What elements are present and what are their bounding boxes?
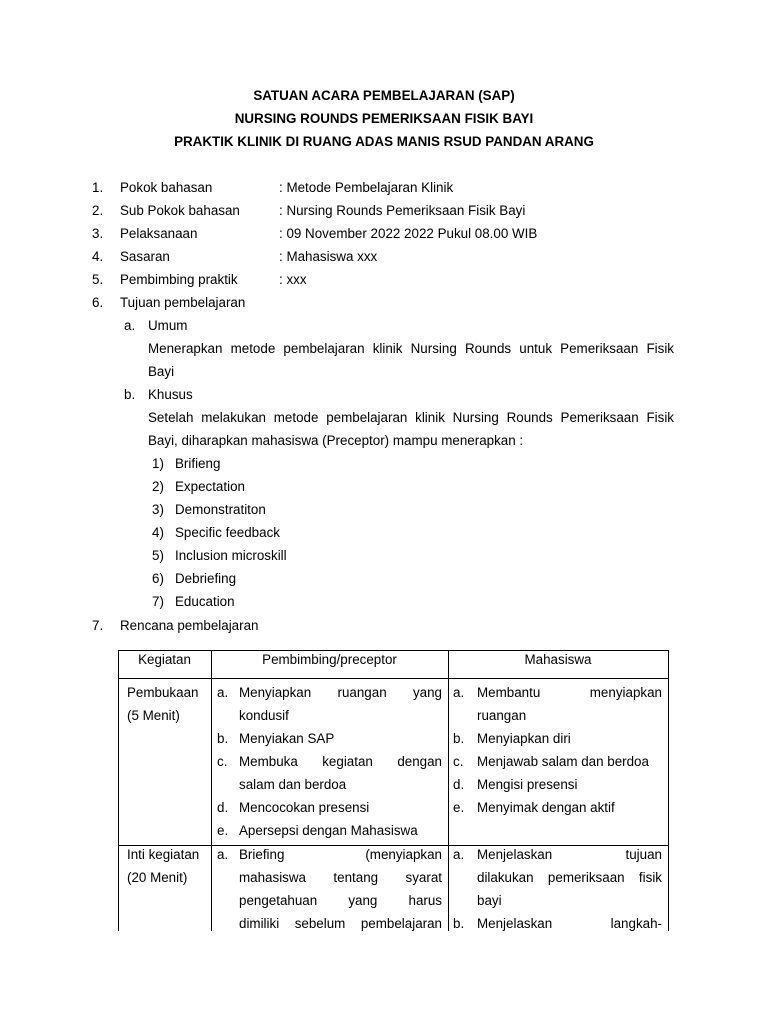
mahasiswa-text: bayi: [477, 893, 502, 908]
title-line-1: SATUAN ACARA PEMBELAJARAN (SAP): [253, 88, 515, 103]
preceptor-letter: d.: [217, 800, 229, 815]
mahasiswa-text: Menjelaskan langkah-: [477, 916, 662, 931]
list-number: 6): [152, 571, 164, 586]
mahasiswa-text: Menyimak dengan aktif: [477, 800, 615, 815]
mahasiswa-letter: d.: [453, 777, 465, 792]
item-label: Pokok bahasan: [120, 180, 213, 195]
mahasiswa-text: ruangan: [477, 708, 527, 723]
table-border-left: [118, 650, 119, 931]
item-rencana-pembelajaran: Rencana pembelajaran: [120, 618, 259, 633]
title-line-2: NURSING ROUNDS PEMERIKSAAN FISIK BAYI: [234, 111, 534, 126]
khusus-text-line-1: Setelah melakukan metode pembelajaran klinik Nursing Rounds Pemeriksaan Fisik: [148, 410, 674, 425]
preceptor-letter: a.: [217, 847, 229, 862]
preceptor-text: Mencocokan presensi: [239, 800, 370, 815]
item-value: : 09 November 2022 2022 Pukul 08.00 WIB: [279, 226, 538, 241]
table-border-top: [118, 650, 669, 651]
list-item-text: Education: [175, 594, 235, 609]
kegiatan-inti-duration: (20 Menit): [127, 870, 188, 885]
list-number: 3): [152, 502, 164, 517]
item-number: 7.: [92, 618, 104, 633]
mahasiswa-text: Menjelaskan tujuan: [477, 847, 662, 862]
preceptor-text: dimiliki sebelum pembelajaran: [239, 916, 442, 931]
item-label: Pelaksanaan: [120, 226, 198, 241]
preceptor-text: Membuka kegiatan dengan: [239, 754, 442, 769]
item-number: 6.: [92, 295, 104, 310]
list-item-text: Inclusion microskill: [175, 548, 287, 563]
list-item-text: Expectation: [175, 479, 245, 494]
table-col-divider-2: [448, 650, 449, 931]
table-col-divider-1: [211, 650, 212, 931]
preceptor-text: salam dan berdoa: [239, 777, 347, 792]
title-line-3: PRAKTIK KLINIK DI RUANG ADAS MANIS RSUD PANDAN ARANG: [174, 134, 594, 149]
kegiatan-inti: Inti kegiatan: [127, 847, 200, 862]
table-header-preceptor: Pembimbing/preceptor: [262, 652, 397, 667]
item-value: : Nursing Rounds Pemeriksaan Fisik Bayi: [279, 203, 526, 218]
list-number: 1): [152, 456, 164, 471]
item-number: 2.: [92, 203, 104, 218]
item-label: Tujuan pembelajaran: [120, 295, 246, 310]
table-header-mahasiswa: Mahasiswa: [524, 652, 592, 667]
sub-item-letter: a.: [124, 318, 136, 333]
item-label: Pembimbing praktik: [120, 272, 238, 287]
mahasiswa-text: dilakukan pemeriksaan fisik: [477, 870, 662, 885]
mahasiswa-text: Menjawab salam dan berdoa: [477, 754, 649, 769]
table-border-right: [668, 650, 669, 931]
list-item-text: Debriefing: [175, 571, 237, 586]
list-number: 5): [152, 548, 164, 563]
preceptor-text: kondusif: [239, 708, 289, 723]
table-row-divider: [118, 845, 669, 846]
mahasiswa-text: Menyiapkan diri: [477, 731, 571, 746]
mahasiswa-letter: b.: [453, 916, 465, 931]
preceptor-letter: c.: [217, 754, 228, 769]
item-label: Sasaran: [120, 249, 170, 264]
preceptor-letter: e.: [217, 823, 229, 838]
umum-text-line-2: Bayi: [148, 364, 175, 379]
kegiatan-pembukaan-duration: (5 Menit): [127, 708, 180, 723]
item-value: : Mahasiswa xxx: [279, 249, 378, 264]
mahasiswa-text: Mengisi presensi: [477, 777, 578, 792]
list-number: 4): [152, 525, 164, 540]
preceptor-text: Menyiakan SAP: [239, 731, 335, 746]
preceptor-text: Menyiapkan ruangan yang: [239, 685, 442, 700]
preceptor-letter: a.: [217, 685, 229, 700]
item-number: 1.: [92, 180, 104, 195]
table-header-kegiatan: Kegiatan: [138, 652, 191, 667]
sub-item-letter: b.: [124, 387, 136, 402]
preceptor-text: pengetahuan yang harus: [239, 893, 442, 908]
item-value: : Metode Pembelajaran Klinik: [279, 180, 454, 195]
list-item-text: Brifieng: [175, 456, 221, 471]
sub-item-umum-label: Umum: [148, 318, 188, 333]
mahasiswa-letter: e.: [453, 800, 465, 815]
list-number: 2): [152, 479, 164, 494]
item-number: 4.: [92, 249, 104, 264]
mahasiswa-letter: a.: [453, 685, 465, 700]
umum-text-line-1: Menerapkan metode pembelajaran klinik Nursing Rounds untuk Pemeriksaan Fisik: [148, 341, 674, 356]
sub-item-khusus-label: Khusus: [148, 387, 193, 402]
preceptor-text: Briefing (menyiapkan: [239, 847, 442, 862]
item-number: 5.: [92, 272, 104, 287]
mahasiswa-letter: a.: [453, 847, 465, 862]
khusus-text-line-2: Bayi, diharapkan mahasiswa (Preceptor) mampu menerapkan :: [148, 433, 524, 448]
item-label: Sub Pokok bahasan: [120, 203, 240, 218]
list-item-text: Demonstratiton: [175, 502, 266, 517]
mahasiswa-letter: c.: [453, 754, 464, 769]
list-number: 7): [152, 594, 164, 609]
mahasiswa-letter: b.: [453, 731, 465, 746]
list-item-text: Specific feedback: [175, 525, 280, 540]
item-number: 3.: [92, 226, 104, 241]
mahasiswa-text: Membantu menyiapkan: [477, 685, 662, 700]
table-header-divider: [118, 678, 669, 679]
preceptor-letter: b.: [217, 731, 229, 746]
kegiatan-pembukaan: Pembukaan: [127, 685, 199, 700]
preceptor-text: mahasiswa tentang syarat: [239, 870, 442, 885]
preceptor-text: Apersepsi dengan Mahasiswa: [239, 823, 418, 838]
item-value: : xxx: [279, 272, 307, 287]
